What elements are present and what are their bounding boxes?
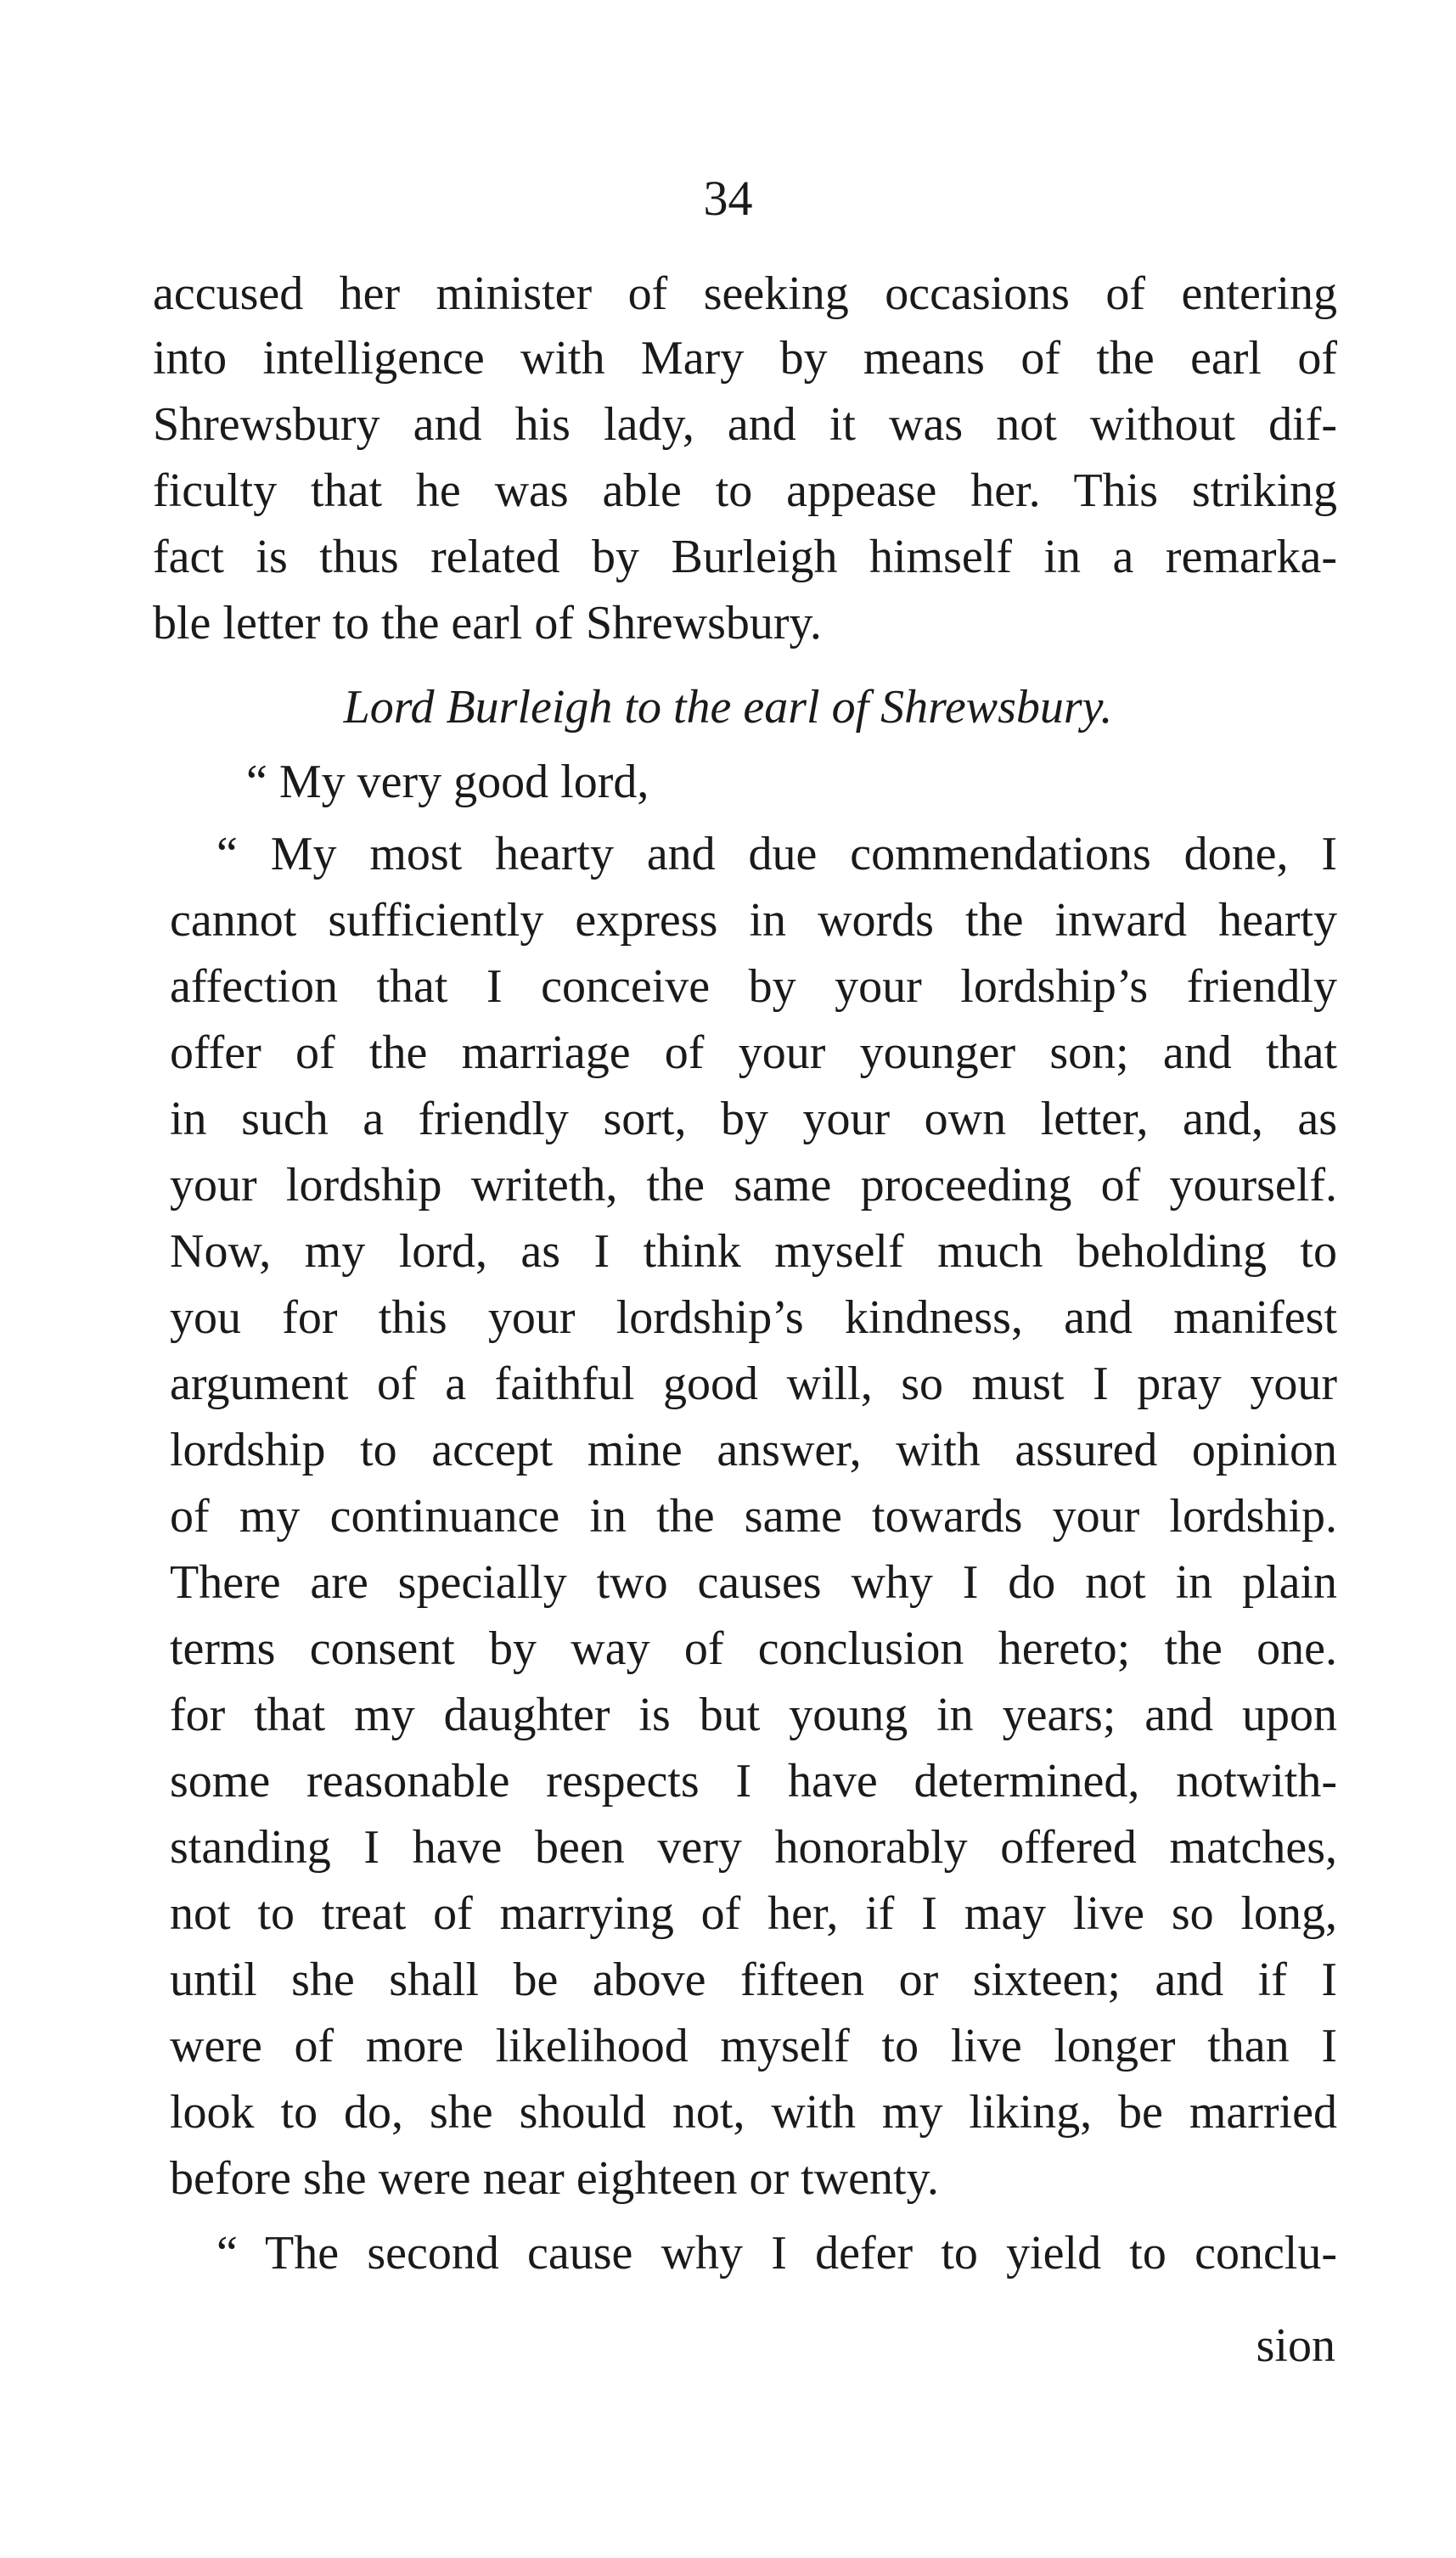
letter-salutation: “ My very good lord, [246, 756, 649, 808]
letter-line-4: offer of the marriage of your younger son; and that [170, 1026, 1337, 1079]
letter-line-15: some reasonable respects I have determined, notwith- [170, 1755, 1337, 1807]
letter-line-20: look to do, she should not, with my liking, be married [170, 2086, 1337, 2139]
letter-line-17: not to treat of marrying of her, if I may live so long, [170, 1887, 1337, 1940]
letter-line-16: standing I have been very honorably offered matches, [170, 1821, 1337, 1874]
letter-line-8: you for this your lordship’s kindness, and manifest [170, 1291, 1337, 1344]
letter-line-13: terms consent by way of conclusion hereto; the one. [170, 1622, 1337, 1675]
letter-line-3: affection that I conceive by your lordship’s friendly [170, 960, 1337, 1013]
intro-line-3: Shrewsbury and his lady, and it was not without dif- [153, 398, 1337, 451]
letter-heading: Lord Burleigh to the earl of Shrewsbury. [343, 681, 1113, 734]
letter-line-2: cannot sufficiently express in words the inward hearty [170, 894, 1337, 947]
letter-line-1: “ My most hearty and due commendations done, I [216, 828, 1337, 880]
letter-line-18: until she shall be above fifteen or sixteen; and if I [170, 1954, 1337, 2006]
letter-line-14: for that my daughter is but young in years; and upon [170, 1689, 1337, 1741]
letter-line-11: of my continuance in the same towards your lordship. [170, 1490, 1337, 1543]
letter-line-12: There are specially two causes why I do not in plain [170, 1556, 1337, 1609]
letter-line-10: lordship to accept mine answer, with assured opinion [170, 1424, 1337, 1476]
letter-line-6: your lordship writeth, the same proceeding of yourself. [170, 1159, 1337, 1212]
second-cause-line: “ The second cause why I defer to yield to conclu- [216, 2227, 1337, 2280]
letter-line-21: before she were near eighteen or twenty. [170, 2152, 939, 2205]
intro-line-6: ble letter to the earl of Shrewsbury. [153, 597, 822, 649]
letter-line-19: were of more likelihood myself to live longer than I [170, 2020, 1337, 2072]
letter-line-5: in such a friendly sort, by your own letter, and, as [170, 1093, 1337, 1145]
intro-line-4: ficulty that he was able to appease her. This striking [153, 464, 1337, 517]
intro-line-1: accused her minister of seeking occasions of entering [153, 267, 1337, 320]
catchword: sion [1256, 2319, 1335, 2372]
page-number: 34 [703, 171, 753, 226]
intro-line-5: fact is thus related by Burleigh himself in a remarka- [153, 531, 1337, 583]
letter-line-7: Now, my lord, as I think myself much beholding to [170, 1225, 1337, 1278]
letter-line-9: argument of a faithful good will, so must I pray your [170, 1358, 1337, 1410]
intro-line-2: into intelligence with Mary by means of the earl of [153, 332, 1337, 385]
